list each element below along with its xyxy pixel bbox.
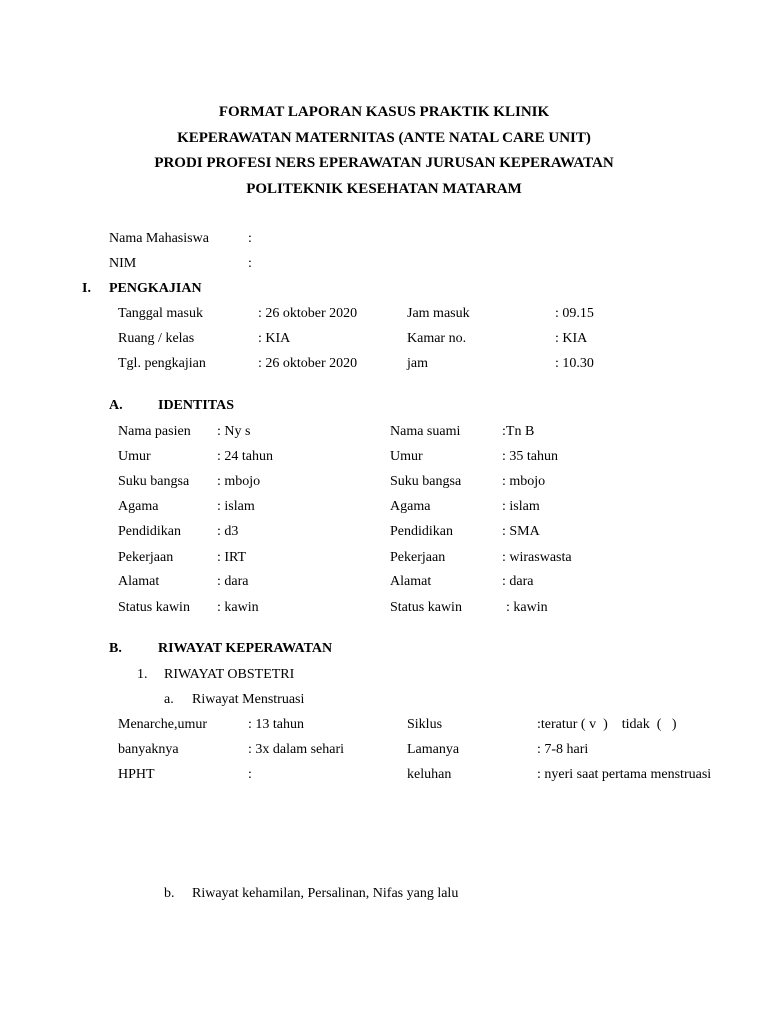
field-label: Siklus: [407, 717, 443, 732]
field-value: : 10.30: [555, 356, 594, 371]
field-label: Umur: [118, 449, 151, 464]
field-value: : 26 oktober 2020: [258, 306, 358, 321]
subsection-letter: A.: [109, 398, 123, 413]
doc-title-line-3: PRODI PROFESI NERS EPERAWATAN JURUSAN KEPERAWATAN: [154, 155, 614, 171]
field-value: :: [248, 767, 252, 782]
item-number: 1.: [137, 667, 148, 682]
field-value: : kawin: [506, 600, 548, 615]
field-value: : dara: [502, 574, 534, 589]
section-title: PENGKAJIAN: [109, 281, 202, 296]
field-value: : 24 tahun: [217, 449, 273, 464]
field-label: Menarche,umur: [118, 717, 208, 732]
field-label: Pendidikan: [390, 524, 453, 539]
field-value: : mbojo: [217, 474, 261, 489]
field-value: : 13 tahun: [248, 717, 304, 732]
field-label: HPHT: [118, 767, 155, 782]
field-label: Nama suami: [390, 424, 461, 439]
subitem-letter: a.: [164, 692, 174, 707]
item-title: RIWAYAT OBSTETRI: [164, 667, 295, 682]
subitem-title: Riwayat kehamilan, Persalinan, Nifas yang lalu: [192, 886, 459, 901]
field-value: : 7-8 hari: [537, 742, 589, 757]
field-value: : 3x dalam sehari: [248, 742, 345, 757]
field-value: : nyeri saat pertama menstruasi: [537, 767, 712, 782]
field-label: banyaknya: [118, 742, 179, 757]
field-label: Agama: [390, 499, 431, 514]
field-value: : 26 oktober 2020: [258, 356, 358, 371]
field-label: Kamar no.: [407, 331, 467, 346]
field-value: :Tn B: [502, 424, 535, 439]
field-label: Tgl. pengkajian: [118, 356, 206, 371]
student-nim-label: NIM: [109, 256, 137, 271]
field-value: : Ny s: [217, 424, 251, 439]
section-number: I.: [82, 281, 91, 296]
field-value: : KIA: [258, 331, 291, 346]
field-value: : dara: [217, 574, 249, 589]
field-value: : islam: [217, 499, 255, 514]
field-value: : 35 tahun: [502, 449, 558, 464]
subsection-letter: B.: [109, 641, 122, 656]
field-value: : wiraswasta: [502, 550, 572, 565]
field-label: Status kawin: [118, 600, 190, 615]
field-label: Tanggal masuk: [118, 306, 203, 321]
field-label: Umur: [390, 449, 423, 464]
field-value: : SMA: [502, 524, 540, 539]
field-value: : kawin: [217, 600, 259, 615]
field-value: : mbojo: [502, 474, 546, 489]
field-label: Jam masuk: [407, 306, 470, 321]
field-label: Pendidikan: [118, 524, 181, 539]
field-label: Pekerjaan: [390, 550, 446, 565]
field-label: Alamat: [390, 574, 432, 589]
field-label: Alamat: [118, 574, 160, 589]
student-name-value: :: [248, 231, 252, 246]
subsection-title: IDENTITAS: [158, 398, 234, 413]
student-nim-value: :: [248, 256, 252, 271]
field-label: Status kawin: [390, 600, 462, 615]
field-value: : IRT: [217, 550, 247, 565]
field-label: jam: [407, 356, 428, 371]
field-label: Nama pasien: [118, 424, 191, 439]
field-value: : d3: [217, 524, 239, 539]
student-name-label: Nama Mahasiswa: [109, 231, 209, 246]
field-value: : islam: [502, 499, 540, 514]
subsection-title: RIWAYAT KEPERAWATAN: [158, 641, 333, 656]
field-label: Ruang / kelas: [118, 331, 195, 346]
field-label: Suku bangsa: [390, 474, 462, 489]
doc-title-line-2: KEPERAWATAN MATERNITAS (ANTE NATAL CARE UNIT): [177, 130, 591, 146]
field-label: Lamanya: [407, 742, 460, 757]
field-value: :teratur ( v ) tidak ( ): [537, 717, 677, 732]
field-value: : KIA: [555, 331, 588, 346]
field-label: Pekerjaan: [118, 550, 174, 565]
field-label: Suku bangsa: [118, 474, 190, 489]
field-value: : 09.15: [555, 306, 594, 321]
field-label: Agama: [118, 499, 159, 514]
doc-title-line-4: POLITEKNIK KESEHATAN MATARAM: [246, 181, 522, 197]
subitem-letter: b.: [164, 886, 175, 901]
subitem-title: Riwayat Menstruasi: [192, 692, 305, 707]
field-label: keluhan: [407, 767, 452, 782]
doc-title-line-1: FORMAT LAPORAN KASUS PRAKTIK KLINIK: [218, 104, 550, 120]
